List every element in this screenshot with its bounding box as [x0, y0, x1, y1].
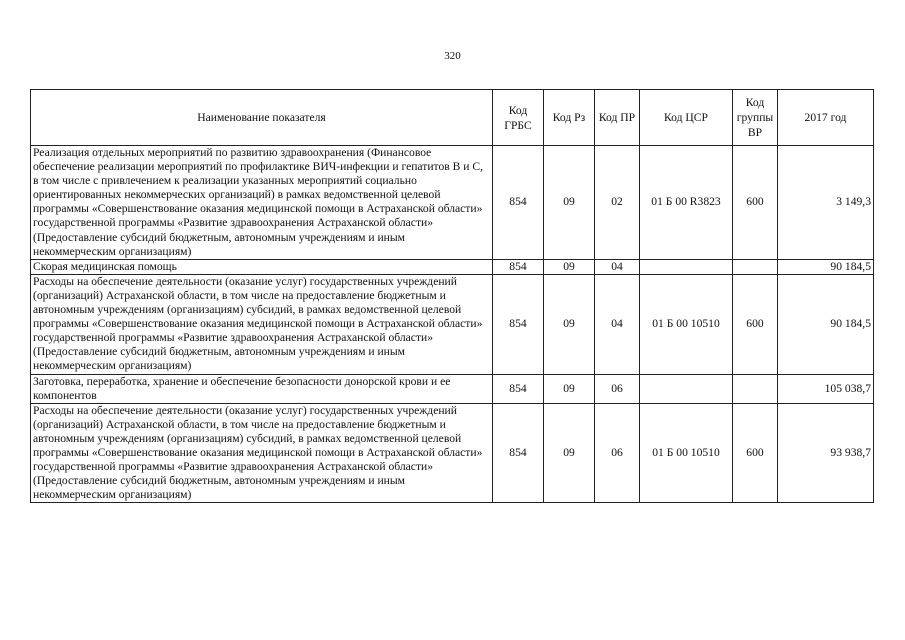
- row-vr: [733, 374, 778, 403]
- row-csr: [640, 259, 733, 274]
- row-pr: 06: [595, 374, 640, 403]
- budget-table: [30, 89, 874, 503]
- header-grbs: Код ГРБС: [493, 90, 544, 146]
- row-rz: 09: [544, 374, 595, 403]
- row-grbs: 854: [493, 374, 544, 403]
- row-name: Расходы на обеспечение деятельности (оказание услуг) государственных учреждений (организаций) Астраханской области, в том числе на предоставление бюджетным и автономным учреждениям (организациям) субсидий, в рамках ведомственной целевой программы «Совершенствование оказания медицинской помощи в Астраханской области» государственной программы «Развитие здравоохранения Астраханской области» (Предоставление субсидий бюджетным, автономным учреждениям и иным некоммерческим организациям): [31, 403, 493, 503]
- table-row: [31, 146, 874, 260]
- row-name: Расходы на обеспечение деятельности (оказание услуг) государственных учреждений (организаций) Астраханской области, в том числе на предоставление бюджетным и автономным учреждениям (организациям) субсидий, в рамках ведомственной целевой программы «Совершенствование оказания медицинской помощи в Астраханской области» государственной программы «Развитие здравоохранения Астраханской области» (Предоставление субсидий бюджетным, автономным учреждениям и иным некоммерческим организациям): [31, 274, 493, 374]
- row-grbs: 854: [493, 259, 544, 274]
- row-amount: 90 184,5: [778, 259, 874, 274]
- table-row: [31, 274, 874, 374]
- row-pr: 04: [595, 259, 640, 274]
- row-rz: 09: [544, 403, 595, 503]
- row-csr: 01 Б 00 10510: [640, 274, 733, 374]
- row-amount: 90 184,5: [778, 274, 874, 374]
- row-vr: 600: [733, 274, 778, 374]
- header-name: Наименование показателя: [31, 90, 493, 146]
- row-grbs: 854: [493, 403, 544, 503]
- header-vr: Код группы ВР: [733, 90, 778, 146]
- page-number: 320: [444, 50, 461, 62]
- row-amount: 105 038,7: [778, 374, 874, 403]
- table-row: [31, 403, 874, 503]
- row-csr: 01 Б 00 10510: [640, 403, 733, 503]
- table-row: [31, 374, 874, 403]
- table-header-row: [31, 90, 874, 146]
- header-csr: Код ЦСР: [640, 90, 733, 146]
- row-rz: 09: [544, 146, 595, 260]
- row-pr: 04: [595, 274, 640, 374]
- row-grbs: 854: [493, 146, 544, 260]
- row-csr: [640, 374, 733, 403]
- row-vr: [733, 259, 778, 274]
- row-vr: 600: [733, 146, 778, 260]
- row-name: Заготовка, переработка, хранение и обеспечение безопасности донорской крови и ее компонентов: [31, 374, 493, 403]
- row-grbs: 854: [493, 274, 544, 374]
- row-pr: 06: [595, 403, 640, 503]
- row-rz: 09: [544, 274, 595, 374]
- row-csr: 01 Б 00 R3823: [640, 146, 733, 260]
- row-rz: 09: [544, 259, 595, 274]
- header-year: 2017 год: [778, 90, 874, 146]
- table-row: [31, 259, 874, 274]
- header-rz: Код Рз: [544, 90, 595, 146]
- header-pr: Код ПР: [595, 90, 640, 146]
- row-pr: 02: [595, 146, 640, 260]
- row-amount: 3 149,3: [778, 146, 874, 260]
- row-name: Скорая медицинская помощь: [31, 259, 493, 274]
- row-vr: 600: [733, 403, 778, 503]
- row-amount: 93 938,7: [778, 403, 874, 503]
- row-name: Реализация отдельных мероприятий по развитию здравоохранения (Финансовое обеспечение реализации мероприятий по профилактике ВИЧ-инфекции и гепатитов В и С, в том числе с привлечением к реализации указанных мероприятий социально ориентированных некоммерческих организаций) в рамках ведомственной целевой программы «Совершенствование оказания медицинской помощи в Астраханской области» государственной программы «Развитие здравоохранения Астраханской области» (Предоставление субсидий бюджетным, автономным учреждениям и иным некоммерческим организациям): [31, 146, 493, 260]
